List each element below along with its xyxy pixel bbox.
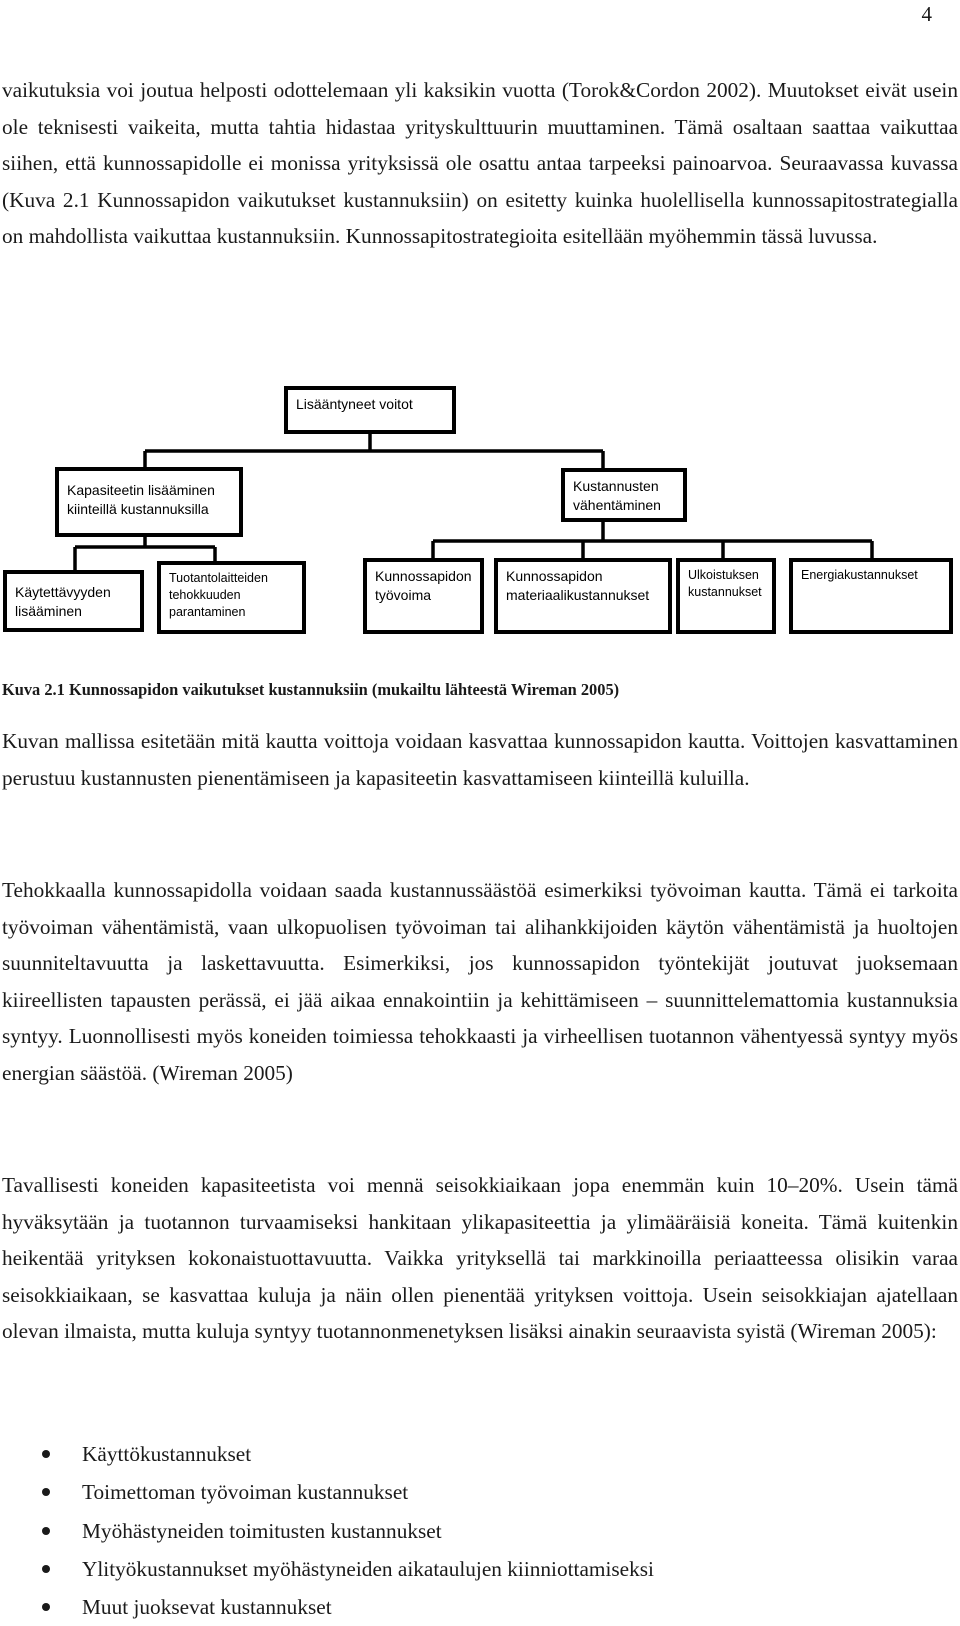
node-equipment-efficiency: Tuotantolaitteiden tehokkuuden parantaminen: [157, 561, 306, 634]
node-maintenance-materials: Kunnossapidon materiaalikustannukset: [494, 558, 672, 634]
bullet-icon: [42, 1450, 50, 1458]
list-item: Ylityökustannukset myöhästyneiden aikataulujen kiinniottamiseksi: [0, 1550, 654, 1588]
list-item: Muut juoksevat kustannukset: [0, 1588, 654, 1626]
figure-caption: Kuva 2.1 Kunnossapidon vaikutukset kustannuksiin (mukailtu lähteestä Wireman 2005): [2, 680, 620, 699]
bullet-icon: [42, 1603, 50, 1611]
node-energy-costs: Energiakustannukset: [789, 558, 953, 634]
paragraph-downtime: Tavallisesti koneiden kapasiteetista voi mennä seisokkiaikaan jopa enemmän kuin 10–20%. Usein tämä hyväksytään ja tuotannon turvaamiseksi hankitaan ylikapasiteettia ja ylimääräisiä koneita. Tämä kuitenkin heikentää yrityksen kokonaistuottavuutta. Vaikka yrityksellä tai markkinoilla periaatteessa olisikin varaa seisokkiaikaan, se kasvattaa kuluja ja näin ollen pienentää yrityksen voittoja. Usein seisokkiajan ajatellaan olevan ilmaista, mutta kuluja syntyy tuotannonmenetyksen lisäksi ainakin seuraavista syistä (Wireman 2005):: [2, 1173, 958, 1344]
node-cost-reduction: Kustannusten vähentäminen: [561, 468, 687, 522]
node-increased-profits: Lisääntyneet voitot: [284, 386, 456, 434]
page-number: 4: [921, 2, 932, 26]
list-item: Käyttökustannukset: [0, 1435, 654, 1473]
bullet-icon: [42, 1527, 50, 1535]
node-availability-increase: Käytettävyyden lisääminen: [3, 570, 144, 632]
list-item: Toimettoman työvoiman kustannukset: [0, 1473, 654, 1511]
paragraph-model: Kuvan mallissa esitetään mitä kautta voittoja voidaan kasvattaa kunnossapidon kautta. Voittojen kasvattaminen perustuu kustannusten pienentämiseen ja kapasiteetin kasvattamiseen kiinteillä kuluilla.: [2, 729, 958, 790]
paragraph-intro: vaikutuksia voi joutua helposti odottelemaan yli kaksikin vuotta (Torok&Cordon 2002). Muutokset eivät usein ole teknisesti vaikeita, mutta tahtia hidastaa yrityskulttuurin muuttaminen. Tämä osaltaan saattaa vaikuttaa siihen, että kunnossapidolle ei monissa yrityksissä ole osattu antaa tarpeeksi painoarvoa. Seuraavassa kuvassa (Kuva 2.1 Kunnossapidon vaikutukset kustannuksiin) on esitetty kuinka huolellisella kunnossapitostrategialla on mahdollista vaikuttaa kustannuksiin. Kunnossapitostrategioita esitellään myöhemmin tässä luvussa.: [2, 78, 958, 249]
paragraph-labor-savings: Tehokkaalla kunnossapidolla voidaan saada kustannussäästöä esimerkiksi työvoiman kautta. Tämä ei tarkoita työvoiman vähentämistä, vaan ulkopuolisen työvoiman tai alihankkijoiden käytön vähentämistä ja huoltojen suunniteltavuutta ja laskettavuutta. Esimerkiksi, jos kunnossapidon työntekijät joutuvat juoksemaan kiireellisten tapausten perässä, ei jää aikaa ennakointiin ja kehittämiseen – suunnittelemattomia kustannuksia syntyy. Luonnollisesti myös koneiden toimiessa tehokkaasti ja virheellisen tuotannon vähentyessä syntyy myös energian säästöä. (Wireman 2005): [2, 878, 958, 1085]
bullet-icon: [42, 1565, 50, 1573]
list-item: Myöhästyneiden toimitusten kustannukset: [0, 1512, 654, 1550]
bullet-icon: [42, 1488, 50, 1496]
downtime-cost-list: [0, 1435, 654, 1626]
node-maintenance-labor: Kunnossapidon työvoima: [363, 558, 484, 634]
node-outsourcing-costs: Ulkoistuksen kustannukset: [676, 558, 776, 634]
cost-impact-diagram: [0, 381, 960, 656]
node-capacity-increase: Kapasiteetin lisääminen kiinteillä kustannuksilla: [55, 467, 243, 537]
